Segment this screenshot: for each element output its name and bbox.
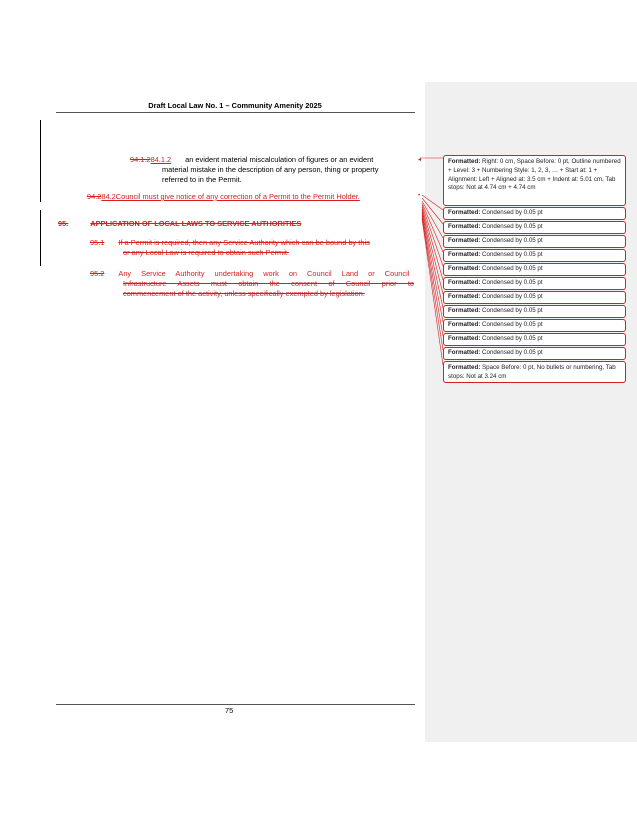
comment-label: Formatted: (448, 251, 481, 258)
formatting-comment[interactable] (443, 221, 626, 234)
comment-anchor: ◂ (418, 157, 422, 163)
formatting-comment[interactable] (443, 235, 626, 248)
formatting-comment[interactable] (443, 305, 626, 318)
clause-84-1-2-line-1 (130, 155, 373, 165)
footer-divider (56, 704, 415, 705)
comment-text: Condensed by 0.05 pt (482, 335, 543, 342)
deleted-number: 94.2 (87, 192, 102, 201)
inserted-number: 84.2 (101, 192, 116, 201)
comment-label: Formatted: (448, 223, 481, 230)
formatting-comment[interactable] (443, 249, 626, 262)
clause-84-1-2-line-2: material mistake in the description of any person, thing or property (162, 165, 379, 174)
clause-number: 95.2 (90, 269, 105, 278)
clause-84-1-2-line-3: referred to in the Permit. (162, 175, 242, 184)
clause-95-1-line-1 (90, 238, 370, 248)
clause-text: an evident material miscalculation of figures or an evident (185, 155, 374, 164)
clause-text: Council must give notice of any correction of a Permit to the Permit Holder. (115, 192, 360, 201)
comment-text: Condensed by 0.05 pt (482, 293, 543, 300)
change-bar (40, 120, 41, 202)
clause-95-2-line-2: Infrastructure Assets must obtain the consent of Council prior to (123, 279, 414, 288)
formatting-comment[interactable] (443, 277, 626, 290)
change-bar (40, 210, 41, 266)
comment-anchor: • (418, 193, 421, 199)
section-title: APPLICATION OF LOCAL LAWS TO SERVICE AUTHORITIES (90, 219, 302, 228)
section-number: 95. (58, 219, 69, 228)
formatting-comment[interactable] (443, 207, 626, 220)
comment-text: Space Before: 0 pt, No bullets or numbering, Tab stops: Not at 3.24 cm (448, 364, 616, 380)
formatting-comment[interactable] (443, 347, 626, 360)
comment-label: Formatted: (448, 237, 481, 244)
comment-text: Condensed by 0.05 pt (482, 251, 543, 258)
comment-text: Condensed by 0.05 pt (482, 209, 543, 216)
comment-label: Formatted: (448, 265, 481, 272)
comment-text: Condensed by 0.05 pt (482, 265, 543, 272)
formatting-comment[interactable] (443, 319, 626, 332)
comment-label: Formatted: (448, 335, 481, 342)
clause-number: 95.1 (90, 238, 105, 247)
clause-95-2-line-1 (90, 269, 409, 279)
comment-label: Formatted: (448, 364, 481, 371)
comment-text: Condensed by 0.05 pt (482, 223, 543, 230)
clause-text: If a Permit is required, then any Service Authority which can be bound by this (118, 238, 370, 247)
comment-label: Formatted: (448, 279, 481, 286)
comment-text: Condensed by 0.05 pt (482, 279, 543, 286)
comment-label: Formatted: (448, 293, 481, 300)
comment-text: Condensed by 0.05 pt (482, 307, 543, 314)
comment-label: Formatted: (448, 321, 481, 328)
formatting-comment[interactable] (443, 155, 626, 206)
comment-label: Formatted: (448, 307, 481, 314)
comment-text: Condensed by 0.05 pt (482, 349, 543, 356)
comment-label: Formatted: (448, 158, 481, 165)
clause-95-1-line-2: or any Local Law is required to obtain such Permit. (123, 248, 289, 257)
formatting-comment[interactable] (443, 333, 626, 346)
comment-label: Formatted: (448, 209, 481, 216)
clause-text: Any Service Authority undertaking work on Council Land or Council (118, 269, 410, 278)
section-95-heading (58, 219, 301, 229)
comment-text: Condensed by 0.05 pt (482, 321, 543, 328)
formatting-comment[interactable] (443, 291, 626, 304)
formatting-comment[interactable] (443, 361, 626, 383)
clause-95-2-line-3: commencement of the activity, unless specifically exempted by legislation. (123, 289, 365, 298)
header-divider (56, 112, 415, 113)
clause-84-2 (87, 192, 360, 202)
page-number: 75 (225, 706, 234, 715)
comment-text: Right: 0 cm, Space Before: 0 pt, Outline numbered + Level: 3 + Numbering Style: 1, 2, 3, … + Start at: 1 + Alignment: Left + Aligned at: 3.5 cm + Indent at: 5.01 cm, Tab stops: Not at 4.74 cm + 4.74 cm (448, 158, 621, 192)
inserted-number: 84.1.2 (150, 155, 172, 164)
deleted-number: 94.1.2 (130, 155, 151, 164)
formatting-comment[interactable] (443, 263, 626, 276)
comment-text: Condensed by 0.05 pt (482, 237, 543, 244)
comment-label: Formatted: (448, 349, 481, 356)
page-header-title: Draft Local Law No. 1 – Community Amenity 2025 (148, 101, 322, 110)
